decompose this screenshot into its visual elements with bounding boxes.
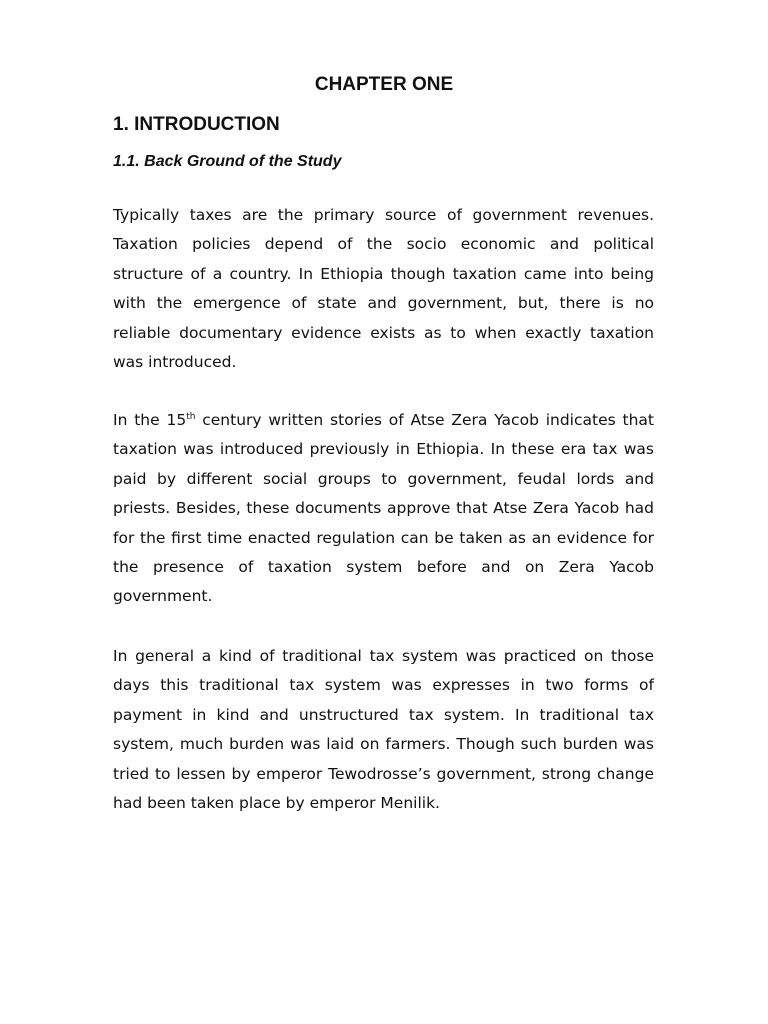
ordinal-superscript: th — [186, 411, 196, 422]
paragraph-2-rest: century written stories of Atse Zera Yacob indicates that taxation was introduced previously in Ethiopia. In these era tax was paid by different social groups to government, feudal lords and priests. Besides, these documents approve that Atse Zera Yacob had for the first time enacted regulation can be taken as an evidence for the presence of taxation system before and on Zera Yacob government. — [113, 411, 654, 606]
chapter-title: CHAPTER ONE — [314, 74, 454, 95]
paragraph-1: Typically taxes are the primary source of government revenues. Taxation policies depend of the socio economic and political structure of a country. In Ethiopia though taxation came into being with the emergence of state and government, but, there is no reliable documentary evidence exists as to when exactly taxation was introduced. — [113, 206, 654, 372]
paragraph-2-lead: In the 15 — [113, 411, 187, 429]
section-heading: 1. INTRODUCTION — [113, 114, 280, 135]
paragraph-3: In general a kind of traditional tax system was practiced on those days this traditional tax system was expresses in two forms of payment in kind and unstructured tax system. In traditional tax system, much burden was laid on farmers. Though such burden was tried to lessen by emperor Tewodrosse’s government, strong change had been taken place by emperor Menilik. — [113, 647, 654, 813]
subsection-heading: 1.1. Back Ground of the Study — [113, 153, 342, 170]
paragraph-2 — [113, 406, 654, 612]
